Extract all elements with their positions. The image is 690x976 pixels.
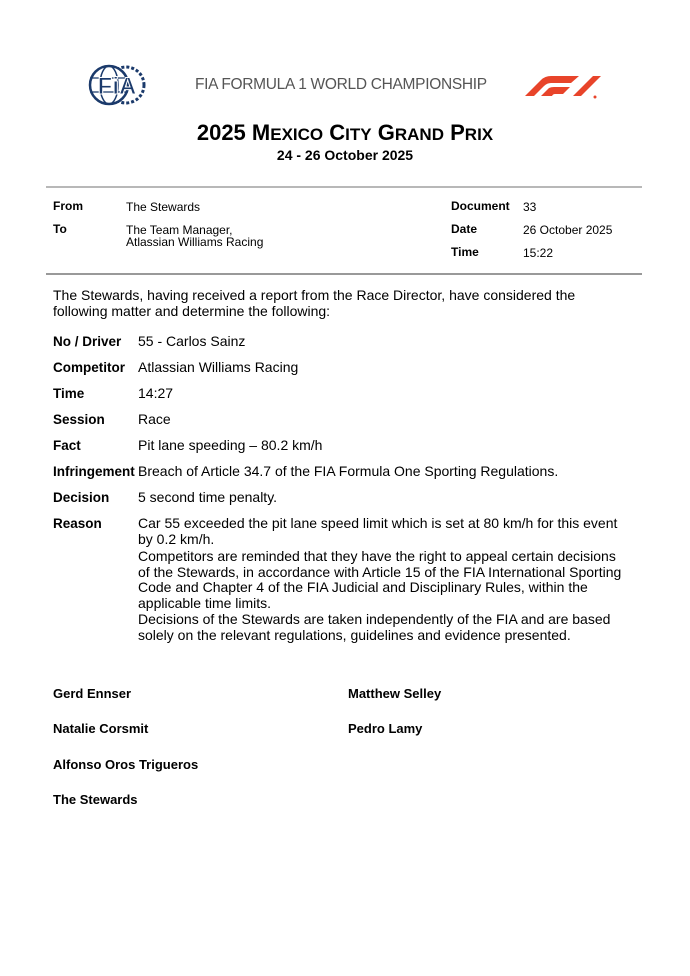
championship-title: FIA FORMULA 1 WORLD CHAMPIONSHIP [195, 76, 487, 93]
fact-value: Pit lane speeding – 80.2 km/h [138, 437, 323, 453]
f1-logo-icon [515, 72, 603, 100]
to-value: The Team Manager, Atlassian Williams Racing [126, 223, 264, 249]
bottom-divider [46, 273, 642, 275]
to-label: To [53, 222, 67, 236]
incident-time-label: Time [53, 386, 85, 401]
svg-text:FiA: FiA [97, 73, 137, 100]
top-divider [46, 186, 642, 188]
steward-signature: Pedro Lamy [348, 721, 423, 736]
decision-value: 5 second time penalty. [138, 489, 278, 505]
session-value: Race [138, 411, 171, 427]
decision-label: Decision [53, 490, 110, 505]
steward-signature: Alfonso Oros Trigueros [53, 757, 199, 772]
driver-label: No / Driver [53, 334, 122, 349]
steward-signature: Gerd Ennser [53, 686, 132, 701]
session-label: Session [53, 412, 105, 427]
steward-signature: Natalie Corsmit [53, 721, 149, 736]
document-number: 33 [523, 200, 537, 214]
document-label: Document [451, 199, 510, 213]
reason-label: Reason [53, 516, 102, 531]
time-label: Time [451, 245, 479, 259]
competitor-value: Atlassian Williams Racing [138, 359, 299, 375]
time-value: 15:22 [523, 246, 554, 260]
from-value: The Stewards [126, 200, 201, 214]
competitor-label: Competitor [53, 360, 125, 375]
date-label: Date [451, 222, 478, 236]
steward-signature: Matthew Selley [348, 686, 442, 701]
infringement-value: Breach of Article 34.7 of the FIA Formula One Sporting Regulations. [138, 463, 559, 479]
reason-value: Car 55 exceeded the pit lane speed limit which is set at 80 km/h for this event by 0.2 km/h. [138, 515, 618, 547]
fact-label: Fact [53, 438, 81, 453]
independence-notice: Decisions of the Stewards are taken independently of the FIA and are based solely on the relevant regulations, guidelines and evidence presented. [138, 611, 611, 643]
date-value: 26 October 2025 [523, 223, 613, 237]
intro-paragraph: The Stewards, having received a report from the Race Director, have considered the following matter and determine the following: [53, 287, 576, 319]
stewards-footer: The Stewards [53, 792, 138, 807]
appeal-notice: Competitors are reminded that they have the right to appeal certain decisions of the Stewards, in accordance with Article 15 of the FIA International Sporting Code and Chapter 4 of the FIA Judicial and Disciplinary Rules, within the applicable time limits. [138, 548, 622, 611]
incident-time-value: 14:27 [138, 385, 174, 401]
event-title: 2025 MEXICO CITY GRAND PRIX [196, 120, 494, 145]
infringement-label: Infringement [53, 464, 135, 479]
from-label: From [53, 199, 83, 213]
driver-value: 55 - Carlos Sainz [138, 333, 246, 349]
fia-logo-icon [88, 64, 146, 106]
event-dates: 24 - 26 October 2025 [276, 147, 414, 163]
